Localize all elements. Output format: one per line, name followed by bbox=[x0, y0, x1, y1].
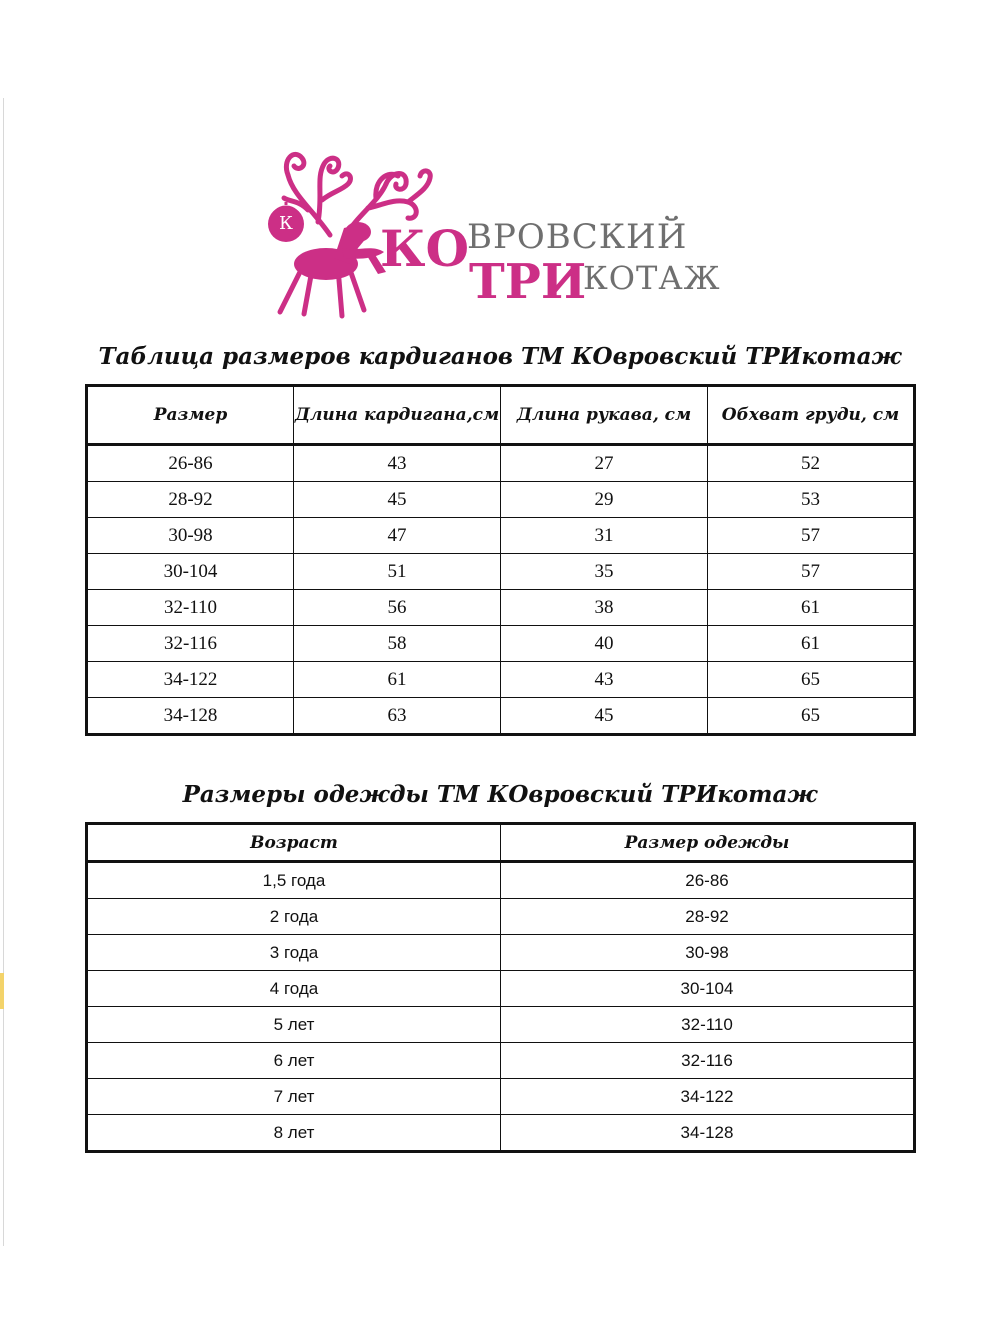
table-row bbox=[87, 554, 915, 590]
ornament-letter: К bbox=[268, 206, 304, 242]
cell-cardigan-length: 58 bbox=[294, 626, 501, 662]
table-row bbox=[87, 971, 915, 1007]
table-row bbox=[87, 1079, 915, 1115]
cell-clothing-size: 32-110 bbox=[501, 1007, 915, 1043]
cell-clothing-size: 34-122 bbox=[501, 1079, 915, 1115]
table-header-row bbox=[87, 824, 915, 862]
header-size: Размер bbox=[87, 386, 294, 445]
table-row bbox=[87, 482, 915, 518]
cell-age: 7 лет bbox=[87, 1079, 501, 1115]
cell-clothing-size: 32-116 bbox=[501, 1043, 915, 1079]
cell-chest-girth: 52 bbox=[708, 445, 915, 482]
cell-chest-girth: 57 bbox=[708, 518, 915, 554]
cell-chest-girth: 65 bbox=[708, 698, 915, 735]
header-chest-girth: Обхват груди, см bbox=[708, 386, 915, 445]
cell-size: 34-122 bbox=[87, 662, 294, 698]
table-row bbox=[87, 1043, 915, 1079]
cell-clothing-size: 30-104 bbox=[501, 971, 915, 1007]
cell-cardigan-length: 56 bbox=[294, 590, 501, 626]
cell-age: 1,5 года bbox=[87, 862, 501, 899]
table-row bbox=[87, 518, 915, 554]
table-row bbox=[87, 445, 915, 482]
cell-clothing-size: 34-128 bbox=[501, 1115, 915, 1152]
cell-size: 34-128 bbox=[87, 698, 294, 735]
cell-age: 3 года bbox=[87, 935, 501, 971]
cell-age: 6 лет bbox=[87, 1043, 501, 1079]
cell-clothing-size: 26-86 bbox=[501, 862, 915, 899]
cardigan-table-caption: Таблица размеров кардиганов ТМ КОвровский ТРИкотаж bbox=[98, 343, 902, 370]
table-row bbox=[87, 899, 915, 935]
header-age: Возраст bbox=[87, 824, 501, 862]
logo-word-tri: ТРИ bbox=[469, 254, 587, 310]
cell-age: 4 года bbox=[87, 971, 501, 1007]
cell-age: 2 года bbox=[87, 899, 501, 935]
brand-logo bbox=[268, 140, 738, 325]
cell-clothing-size: 30-98 bbox=[501, 935, 915, 971]
cell-cardigan-length: 47 bbox=[294, 518, 501, 554]
cell-cardigan-length: 43 bbox=[294, 445, 501, 482]
logo-word-kotazh: КОТАЖ bbox=[583, 259, 721, 297]
cell-sleeve-length: 45 bbox=[501, 698, 708, 735]
table-row bbox=[87, 698, 915, 735]
cell-chest-girth: 65 bbox=[708, 662, 915, 698]
clothing-size-caption: Размеры одежды ТМ КОвровский ТРИкотаж bbox=[182, 781, 818, 808]
header-cardigan-length: Длина кардигана,см bbox=[294, 386, 501, 445]
table-row bbox=[87, 1115, 915, 1152]
cell-sleeve-length: 31 bbox=[501, 518, 708, 554]
table-row bbox=[87, 935, 915, 971]
clothing-size-table bbox=[85, 822, 916, 1153]
header-clothing-size: Размер одежды bbox=[501, 824, 915, 862]
cell-size: 32-116 bbox=[87, 626, 294, 662]
cell-sleeve-length: 43 bbox=[501, 662, 708, 698]
cell-chest-girth: 61 bbox=[708, 626, 915, 662]
cell-clothing-size: 28-92 bbox=[501, 899, 915, 935]
table-row bbox=[87, 590, 915, 626]
cell-age: 5 лет bbox=[87, 1007, 501, 1043]
table-row bbox=[87, 862, 915, 899]
table-header-row bbox=[87, 386, 915, 445]
cardigan-size-table bbox=[85, 384, 916, 736]
cell-sleeve-length: 27 bbox=[501, 445, 708, 482]
page-edge-mark bbox=[0, 973, 4, 1009]
cell-chest-girth: 53 bbox=[708, 482, 915, 518]
cell-size: 30-98 bbox=[87, 518, 294, 554]
cell-chest-girth: 57 bbox=[708, 554, 915, 590]
cell-age: 8 лет bbox=[87, 1115, 501, 1152]
cell-size: 30-104 bbox=[87, 554, 294, 590]
cell-cardigan-length: 45 bbox=[294, 482, 501, 518]
cell-sleeve-length: 29 bbox=[501, 482, 708, 518]
cell-sleeve-length: 40 bbox=[501, 626, 708, 662]
cell-size: 32-110 bbox=[87, 590, 294, 626]
header-sleeve-length: Длина рукава, см bbox=[501, 386, 708, 445]
table-row bbox=[87, 626, 915, 662]
logo-word-ko: КО bbox=[380, 219, 470, 278]
table-row bbox=[87, 662, 915, 698]
cell-size: 28-92 bbox=[87, 482, 294, 518]
cell-sleeve-length: 38 bbox=[501, 590, 708, 626]
logo-word-vrovskiy: ВРОВСКИЙ bbox=[467, 217, 688, 257]
cell-chest-girth: 61 bbox=[708, 590, 915, 626]
cell-cardigan-length: 63 bbox=[294, 698, 501, 735]
cell-cardigan-length: 51 bbox=[294, 554, 501, 590]
cell-sleeve-length: 35 bbox=[501, 554, 708, 590]
cell-cardigan-length: 61 bbox=[294, 662, 501, 698]
page-edge-line bbox=[3, 98, 4, 1246]
cell-size: 26-86 bbox=[87, 445, 294, 482]
table-row bbox=[87, 1007, 915, 1043]
